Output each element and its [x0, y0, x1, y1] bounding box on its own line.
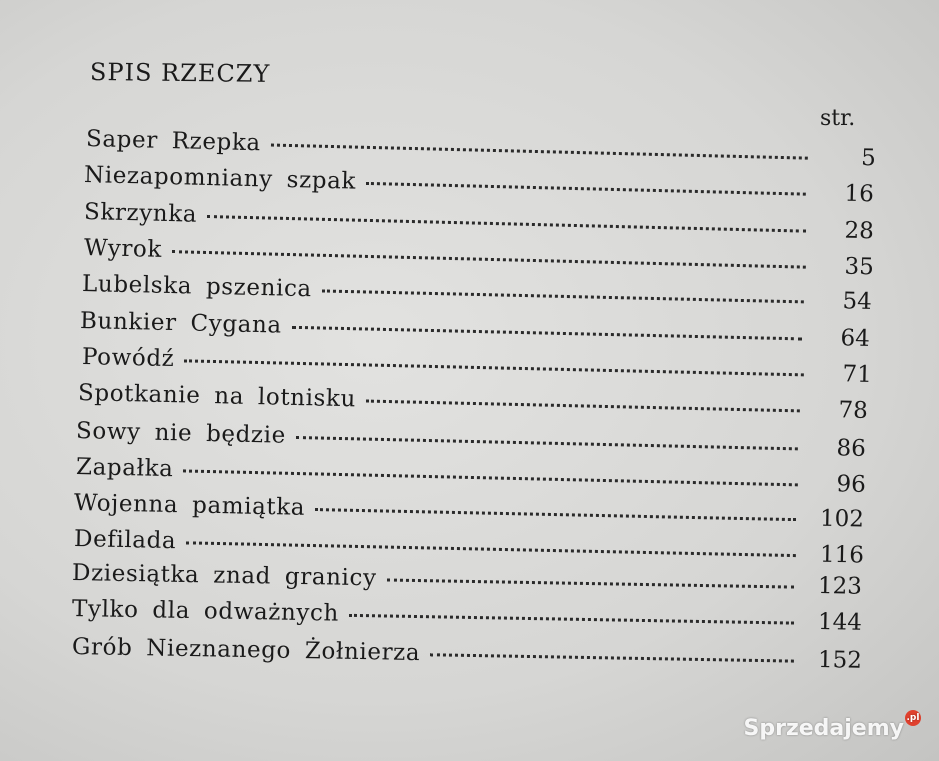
dot-leader	[207, 214, 806, 233]
dot-leader	[172, 249, 806, 268]
toc-entry-title: Wyrok	[83, 235, 163, 263]
toc-entry-page: 123	[817, 573, 863, 600]
dot-leader	[186, 540, 796, 557]
dot-leader	[271, 143, 808, 160]
dot-leader	[366, 399, 800, 413]
toc-entry-title: Powódź	[81, 344, 175, 373]
toc-entry-page: 64	[840, 325, 871, 352]
toc-entry-title: Saper Rzepka	[85, 126, 262, 157]
toc-entry-title: Dziesiątka znad granicy	[71, 560, 377, 592]
toc-entry-title: Spotkanie na lotnisku	[77, 380, 357, 413]
dot-leader	[183, 468, 797, 486]
page-title: SPIS RZECZY	[89, 58, 271, 88]
watermark-text: Sprzedajemy	[743, 716, 904, 741]
dot-leader	[315, 507, 796, 521]
toc-entry-title: Bunkier Cygana	[79, 308, 283, 339]
toc-entry	[72, 634, 862, 680]
dot-leader	[366, 181, 806, 196]
toc-entry-page: 16	[844, 180, 875, 208]
toc-entry-title: Sowy nie będzie	[75, 418, 287, 449]
toc-entry-page: 116	[819, 541, 865, 569]
page-column-header: str.	[820, 106, 856, 131]
dot-leader	[387, 577, 794, 588]
toc-entry-page: 78	[838, 397, 869, 424]
toc-entry-page: 144	[817, 609, 863, 636]
toc-entry-title: Tylko dla odważnych	[71, 596, 340, 627]
dot-leader	[296, 435, 798, 450]
dot-leader	[349, 613, 794, 625]
toc-entry-page: 96	[836, 471, 867, 498]
toc-entry-page: 54	[842, 288, 873, 315]
toc-entry-title: Grób Nieznanego Żołnierza	[71, 634, 421, 667]
dot-leader	[430, 652, 794, 662]
toc-entry-page: 5	[860, 144, 877, 172]
toc-entry-title: Lubelska pszenica	[81, 271, 313, 303]
toc-entry-page: 28	[844, 217, 875, 245]
toc-entry-title: Wojenna pamiątka	[73, 490, 306, 521]
toc-entry-title: Niezapomniany szpak	[83, 162, 357, 195]
toc-entry-title: Zapałka	[75, 454, 174, 483]
toc-entry-page: 71	[842, 361, 873, 388]
dot-leader	[184, 358, 804, 376]
watermark-logo	[743, 713, 922, 741]
toc-entry-page: 102	[819, 505, 865, 533]
toc-entry-page: 86	[836, 435, 867, 462]
dot-leader	[322, 288, 804, 303]
toc-entry-page: 35	[844, 253, 875, 281]
dot-leader	[292, 325, 802, 341]
watermark-badge: .pl	[905, 710, 921, 726]
toc-entry-title: Defilada	[73, 526, 177, 555]
toc-entry-title: Skrzynka	[83, 199, 198, 228]
toc-entry-page: 152	[817, 647, 863, 674]
